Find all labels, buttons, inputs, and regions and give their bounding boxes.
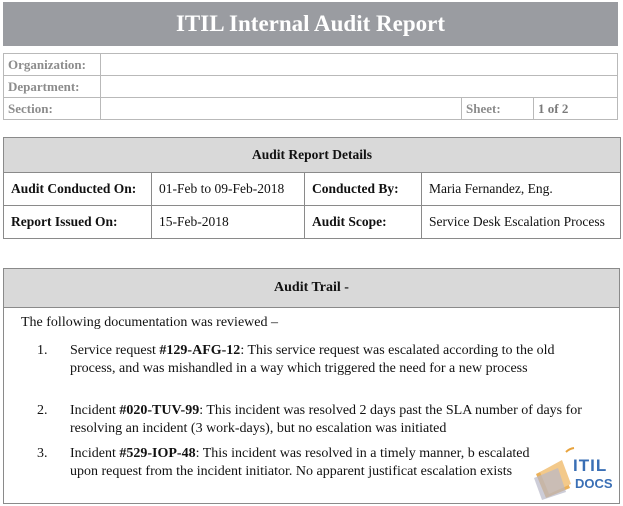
conducted-by-value: Maria Fernandez, Eng. — [422, 173, 621, 206]
details-row — [4, 173, 621, 206]
audit-conducted-on-label: Audit Conducted On: — [4, 173, 152, 206]
list-item-id: #529-IOP-48 — [119, 446, 196, 461]
report-title: ITIL Internal Audit Report — [3, 2, 618, 46]
department-label: Department: — [4, 76, 101, 98]
list-item-text: : This service request was escalated according to the old process, and was mishandled in a way which triggered the need for a new process — [70, 343, 555, 376]
organization-info-table — [3, 53, 618, 120]
sheet-label: Sheet: — [462, 98, 534, 120]
list-item-id: #129-AFG-12 — [159, 343, 241, 358]
sheet-value: 1 of 2 — [534, 98, 618, 120]
audit-scope-label: Audit Scope: — [305, 206, 422, 239]
book-icon — [534, 460, 571, 500]
list-item-id: #020-TUV-99 — [119, 403, 200, 418]
audit-trail-header: Audit Trail - — [4, 269, 619, 308]
section-row — [4, 98, 618, 120]
list-item — [37, 342, 597, 377]
report-issued-on-value: 15-Feb-2018 — [152, 206, 305, 239]
list-item-number: 1. — [37, 343, 48, 358]
list-item-number: 3. — [37, 446, 48, 461]
department-row — [4, 76, 618, 98]
list-item-prefix: Incident — [70, 446, 120, 461]
section-label: Section: — [4, 98, 101, 120]
details-row — [4, 206, 621, 239]
report-issued-on-label: Report Issued On: — [4, 206, 152, 239]
organization-field[interactable] — [101, 54, 618, 76]
logo-word-itil: ITIL — [573, 456, 608, 475]
audit-details-table — [3, 137, 621, 239]
organization-row — [4, 54, 618, 76]
list-item-prefix: Service request — [70, 343, 160, 358]
audit-scope-value: Service Desk Escalation Process — [422, 206, 621, 239]
details-header: Audit Report Details — [4, 138, 621, 173]
list-item-number: 2. — [37, 403, 48, 418]
conducted-by-label: Conducted By: — [305, 173, 422, 206]
section-field[interactable] — [101, 98, 462, 120]
list-item-text: : This incident was resolved in a timely manner, b escalated upon request from the incident initiator. No apparent justificat escalation exists — [70, 446, 530, 479]
list-item — [37, 402, 597, 437]
logo-word-docs: DOCS — [575, 476, 613, 491]
audit-conducted-on-value: 01-Feb to 09-Feb-2018 — [152, 173, 305, 206]
list-item — [37, 445, 597, 480]
audit-trail-intro: The following documentation was reviewed – — [21, 315, 278, 330]
organization-label: Organization: — [4, 54, 101, 76]
list-item-text: : This incident was resolved 2 days past the SLA number of days for resolving an incident (3 work-days), but no escalation was initiated — [70, 403, 582, 436]
list-item-prefix: Incident — [70, 403, 120, 418]
audit-trail-section — [3, 268, 620, 504]
department-field[interactable] — [101, 76, 618, 98]
